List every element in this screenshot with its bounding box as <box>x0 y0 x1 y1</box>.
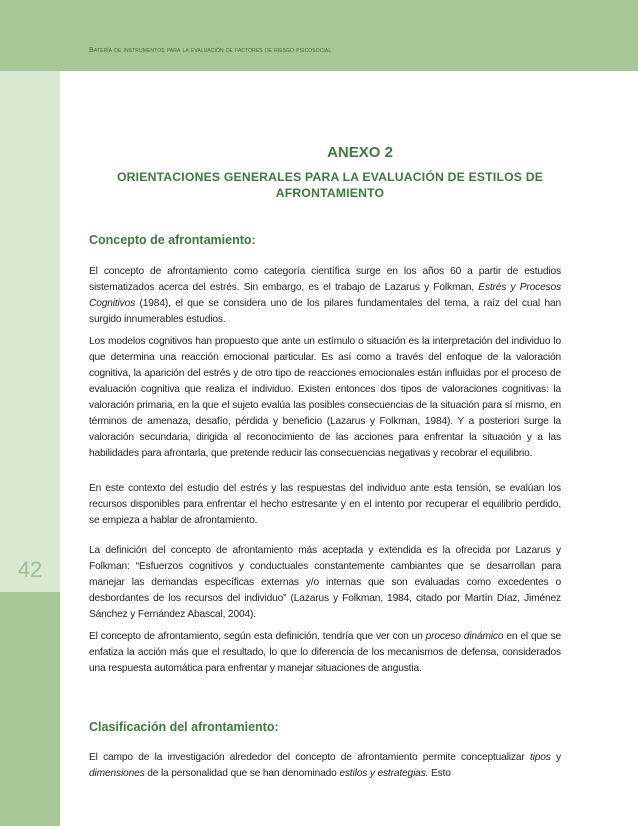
page-number: 42 <box>17 557 43 582</box>
text-run: Esto <box>428 768 451 779</box>
text-run: El campo de la investigación alrededor del concepto de afrontamiento permite conceptualizar <box>89 752 530 763</box>
emphasis: tipos <box>529 752 551 763</box>
text-run: de la personalidad que se han denominado <box>144 768 340 779</box>
paragraph <box>89 264 561 328</box>
emphasis: dimensiones <box>89 768 145 779</box>
emphasis: estilos y estrategias. <box>339 768 429 779</box>
annex-title: ANEXO 2 <box>327 144 393 161</box>
running-title: Batería de instrumentos para la evaluación de factores de riesgo psicosocial <box>89 45 332 54</box>
emphasis: proceso dinámico <box>425 631 504 642</box>
annex-subtitle: ORIENTACIONES GENERALES PARA LA EVALUACIÓN DE ESTILOS DE AFRONTAMIENTO <box>116 170 544 200</box>
text-run: (1984), el que se considera uno de los pilares fundamentales del tema, a raíz del cual han surgido innumerables estudios. <box>89 298 561 325</box>
paragraph: En este contexto del estudio del estrés y las respuestas del individuo ante esta tensión, se evalúan los recursos disponibles para enfrentar el hecho estresante y en el intento por recuperar el equilibrio perdido, se empieza a hablar de afrontamiento. <box>89 483 561 526</box>
book-title: Estrés y Procesos Cognitivos <box>89 282 561 309</box>
text-run: en el que se enfatiza la acción más que el resultado, lo que lo diferencia de los mecanismos de defensa, considerados una respuesta automática para enfrentar y manejar situaciones de angustia. <box>89 631 562 674</box>
header-band <box>0 0 638 71</box>
text-run: y <box>550 752 562 763</box>
section-title-concepto: Concepto de afrontamiento: <box>89 233 256 247</box>
text-run: El concepto de afrontamiento como categoría científica surge en los años 60 a partir de estudios sistematizados acerca del estrés. Sin embargo, es el trabajo de Lazarus y Folkman, <box>89 266 561 293</box>
section-title-clasificacion: Clasificación del afrontamiento: <box>89 720 279 734</box>
left-margin-strip-dark <box>0 592 60 826</box>
text-run: El concepto de afrontamiento, según esta definición, tendría que ver con un <box>89 631 426 642</box>
paragraph: La definición del concepto de afrontamiento más aceptada y extendida es la ofrecida por Lazarus y Folkman: “Esfuerzos cognitivos y conductuales constantemente cambiantes que se desarrollan para manejar las demandas específicas externas y/o internas que son evaluadas como excedentes o desbordantes de los recursos del individuo” (Lazarus y Folkman, 1984, citado por Martín Díaz, Jiménez Sánchez y Fernández Abascal, 2004). <box>89 545 561 620</box>
paragraph <box>89 750 561 782</box>
paragraph <box>89 629 561 677</box>
paragraph: Los modelos cognitivos han propuesto que ante un estímulo o situación es la interpretación del individuo lo que determina una reacción emocional particular. Es así como a través del enfoque de la valoración cognitiva, la aparición del estrés y de otro tipo de reacciones emocionales están influidas por el proceso de evaluación cognitiva que realiza el individuo. Existen entonces dos tipos de valoraciones cognitivas: la valoración primaria, en la que el sujeto evalúa las posibles consecuencias de la situación para sí mismo, en términos de amenaza, desafío, pérdida y beneficio (Lazarus y Folkman, 1984). Y a posteriori surge la valoración secundaria, dirigida al reconocimiento de las acciones para enfrentar la situación y a las habilidades para afrontarla, que pretende reducir las consecuencias negativas y recobrar el equilibrio. <box>89 336 561 459</box>
